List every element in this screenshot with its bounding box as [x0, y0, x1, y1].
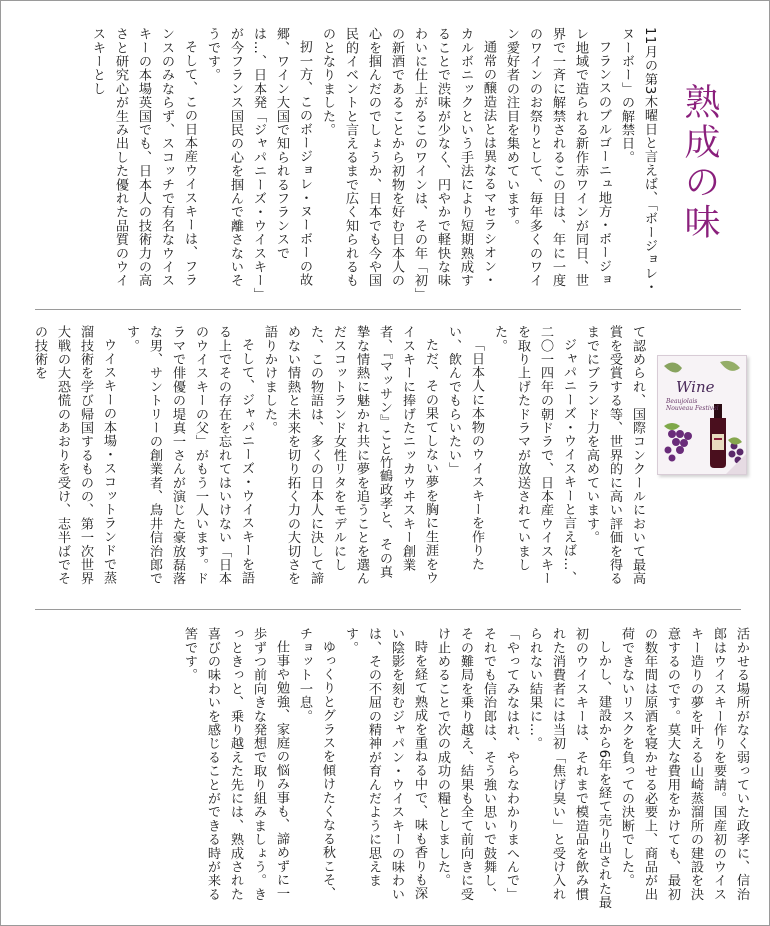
wine-illustration — [657, 355, 747, 475]
paragraph: 仕事や勉強、家庭の悩み事も、諦めずに一歩ずつ前向きな発想で取り組みましょう。きっときっと、乗り越えた先には、熟成された喜びの味わいを感じることができる時が来る筈です。 — [182, 627, 289, 901]
wine-bottle-icon — [658, 356, 746, 474]
paragraph: ゆっくりとグラスを傾けたくなる秋こそ、チョット一息。 — [297, 627, 335, 901]
paragraph: 時を経て熟成を重ねる中で、味も香りも深い陰影を刻むジャパン・ウイスキーの味わいは、その不屈の精神が育んだように思えます。 — [343, 627, 427, 901]
card-subtitle: Beaujolais Nouveau Festival — [666, 398, 719, 412]
column-1 — [35, 27, 661, 295]
paragraph: て認められ、国際コンクールにおいて最高賞を受賞する等、世界的に高い評価を得るまでにブランド力を高めています。 — [584, 325, 645, 586]
column-2 — [32, 325, 649, 591]
paragraph: しかし、建設から6年を経て売り出された最初のウイスキーは、それまで模造品を飲み慣れた消費者には当初「焦げ臭い」と受け入れられない結果に…。 — [527, 627, 611, 910]
card-title: Wine — [676, 378, 715, 396]
paragraph: それでも信治郎は、そう強い思いで鼓舞し、その難局を乗り越え、結果も全て前向きに受け止めることで次の成功の糧としました。 — [435, 627, 496, 901]
paragraph: 「やってみなはれ、やらなわかりまへんで」 — [504, 627, 519, 901]
paragraph: そして、この日本産ウイスキーは、フランスのみならず、スコッチで有名なウイスキーの本場英国でも、日本人の技術力の高さと研究心が生み出した優れた品質のウイスキーとし — [90, 27, 197, 288]
paragraph: 「日本人に本物のウイスキーを作りたい、飲んでもらいたい」 — [446, 325, 484, 572]
column-3 — [35, 627, 753, 911]
paragraph: ただ、その果てしない夢を胸に生涯をウイスキーに捧げたニッカウヰスキー創業者、『マッサン』こと竹鶴政孝と、その真摯な情熱に魅かれ共に夢を追うことを選んだスコットランド女性リタをモデルにした、この物語は、多くの日本人に決して諦めない情熱と未来を切り拓く力の大切さを語りかけました。 — [262, 325, 438, 586]
paragraph: そして、ジャパニーズ・ウイスキーを語る上でその存在を忘れてはいけない「日本のウイスキーの父」がもう一人います。ドラマで俳優の堤真一さんが演じた豪放磊落な男、サントリーの創業者、鳥井信治郎です。 — [124, 325, 254, 586]
paragraph: フランスのブルゴーニュ地方・ボージョレ地域で造られる新作赤ワインが同日、世界で一斉に解禁されるこの日は、年に一度のワインのお祭りとして、毎年多くのワイン愛好者の注目を集めています。 — [504, 27, 611, 288]
paragraph: 11月の第3木曜日と言えば、「ボージョレ・ヌーボー」の解禁日。 — [619, 27, 657, 294]
divider-top — [35, 309, 741, 310]
paragraph: 通常の醸造法とは異なるマセラシオン・カルボニックという手法により短期熟成することで渋味が少なく、円やかで軽快な味わいに仕上がるこのワインは、その年「初」の新酒であることから初物を好む日本人の心を掴んだのでしょうか、日本でも今や国民的イベントと言えるまで広く知られるものとなりました。 — [320, 27, 496, 295]
paragraph: ウイスキーの本場・スコットランドで蒸溜技術を学び帰国するものの、第一次世界大戦の大恐慌のあおりを受け、志半ばでその技術を — [32, 325, 116, 586]
page-title: 熟成の味 — [679, 83, 720, 243]
paragraph: 活かせる場所がなく弱っていた政孝に、信治郎はウイスキー作りを要請。国産初のウイスキー造りの夢を叶える山崎蒸溜所の建設を決意するのです。莫大な費用をかけても、最初の数年間は原酒を寝かせる必要上、商品が出荷できないリスクを負っての決断でした。 — [619, 627, 749, 901]
paragraph: ジャパニーズ・ウイスキーと言えば…、二〇一四年の朝ドラで、日本産ウイスキーを取り上げたドラマが放送されていました。 — [492, 325, 576, 586]
divider-bottom — [35, 609, 741, 610]
paragraph: 扨一方、このボージョレ・ヌーボーの故郷、ワイン大国で知られるフランスでは…、日本発「ジャパニーズ・ウイスキー」が今フランス国民の心を掴んで離さないそうです。 — [205, 27, 312, 295]
